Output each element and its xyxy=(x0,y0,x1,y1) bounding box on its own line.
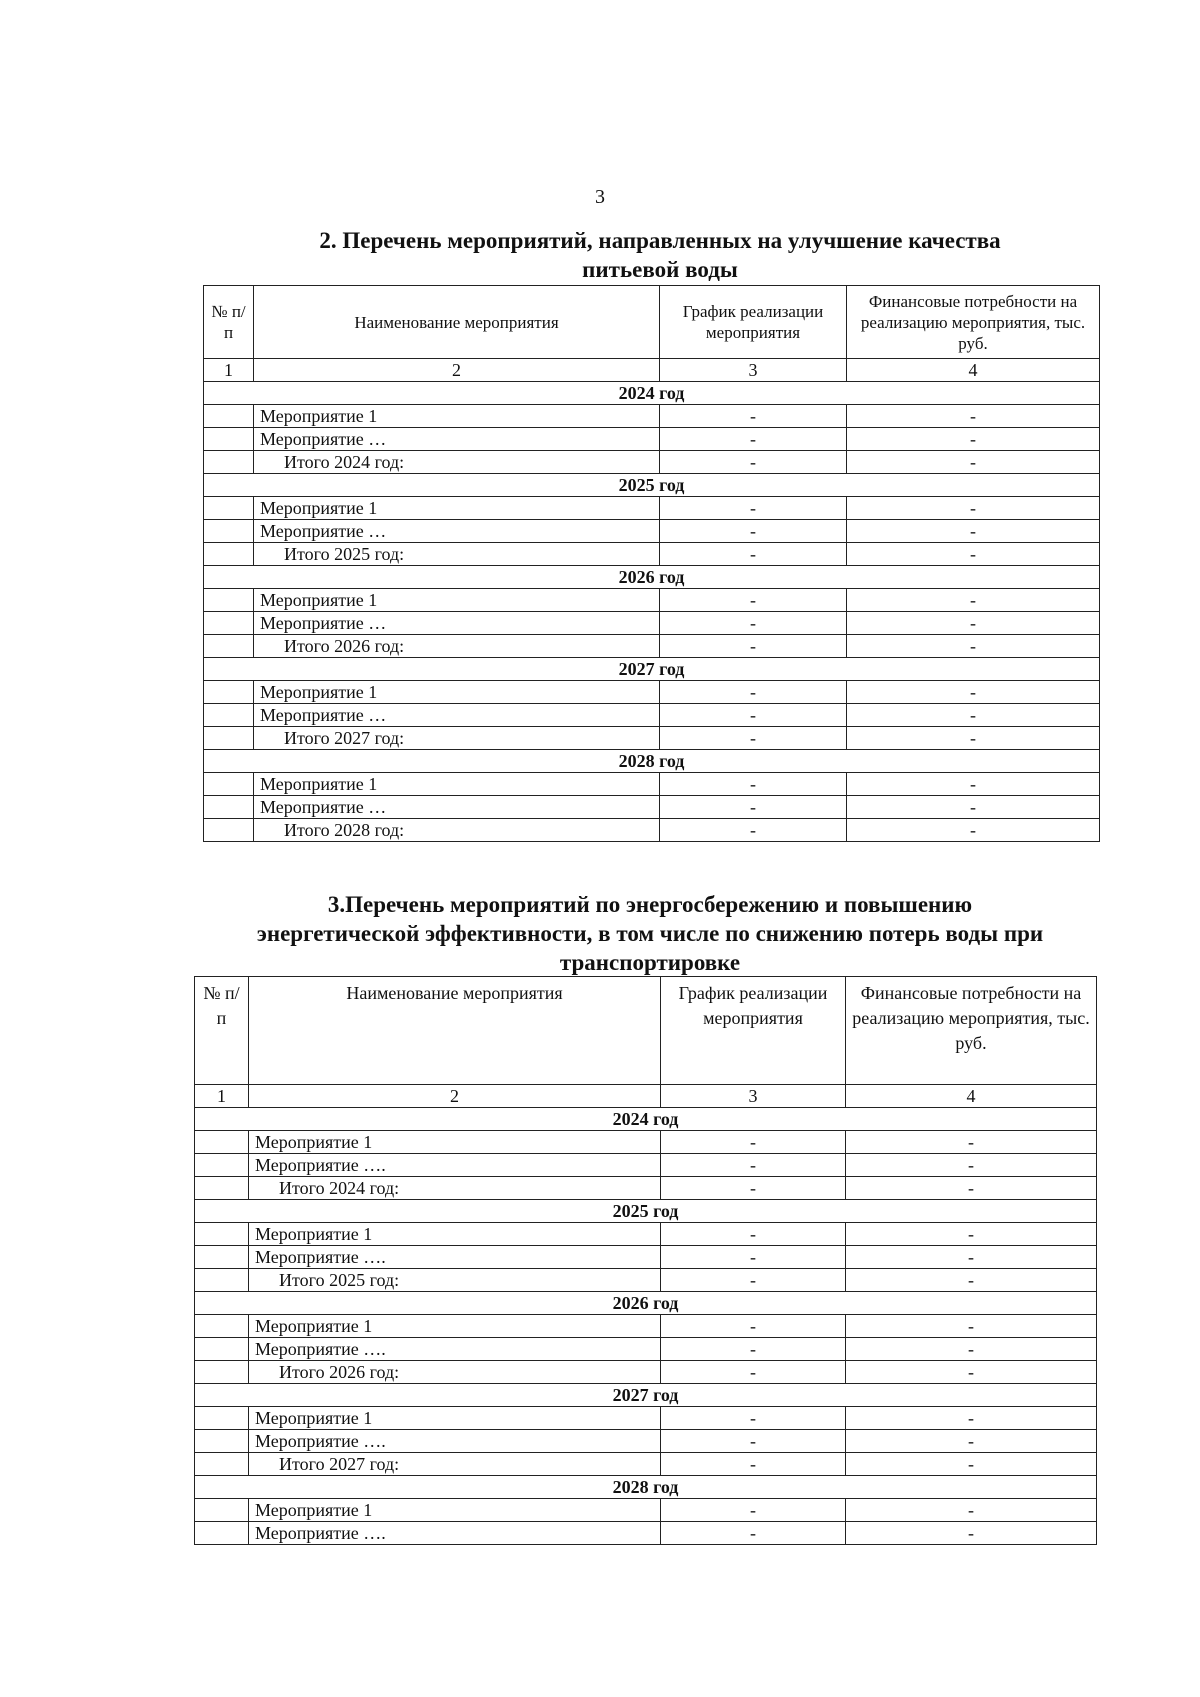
schedule-value: - xyxy=(660,681,847,704)
finance-value: - xyxy=(847,451,1100,474)
row-number xyxy=(204,589,254,612)
year-label: 2028 год xyxy=(204,750,1100,773)
activity-name: Мероприятие …. xyxy=(249,1154,661,1177)
row-number xyxy=(204,428,254,451)
finance-value: - xyxy=(847,612,1100,635)
row-number xyxy=(195,1407,249,1430)
finance-value: - xyxy=(846,1223,1097,1246)
year-row xyxy=(204,566,1100,589)
header-num: № п/п xyxy=(195,977,249,1085)
section-3-title xyxy=(190,890,1110,977)
year-row xyxy=(204,474,1100,497)
schedule-value: - xyxy=(660,405,847,428)
year-label: 2024 год xyxy=(195,1108,1097,1131)
schedule-value: - xyxy=(660,727,847,750)
total-label: Итого 2024 год: xyxy=(249,1177,661,1200)
finance-value: - xyxy=(847,543,1100,566)
activity-name: Мероприятие 1 xyxy=(254,589,660,612)
schedule-value: - xyxy=(660,819,847,842)
activity-name: Мероприятие 1 xyxy=(254,681,660,704)
finance-value: - xyxy=(847,819,1100,842)
year-label: 2027 год xyxy=(204,658,1100,681)
schedule-value: - xyxy=(661,1338,846,1361)
row-number xyxy=(195,1131,249,1154)
column-number: 1 xyxy=(195,1085,249,1108)
schedule-value: - xyxy=(661,1361,846,1384)
year-label: 2026 год xyxy=(195,1292,1097,1315)
schedule-value: - xyxy=(661,1223,846,1246)
section-2-title xyxy=(200,226,1120,284)
total-label: Итого 2026 год: xyxy=(249,1361,661,1384)
column-number: 3 xyxy=(660,359,847,382)
table-row xyxy=(204,704,1100,727)
table-row xyxy=(195,1522,1097,1545)
section-3-table xyxy=(194,976,1097,1545)
activity-name: Мероприятие …. xyxy=(249,1430,661,1453)
activity-name: Мероприятие … xyxy=(254,428,660,451)
total-label: Итого 2024 год: xyxy=(254,451,660,474)
header-name: Наименование мероприятия xyxy=(249,977,661,1085)
total-label: Итого 2026 год: xyxy=(254,635,660,658)
table-row xyxy=(195,1131,1097,1154)
year-label: 2025 год xyxy=(195,1200,1097,1223)
year-label: 2028 год xyxy=(195,1476,1097,1499)
table-row xyxy=(204,520,1100,543)
table-row xyxy=(204,681,1100,704)
activity-name: Мероприятие … xyxy=(254,796,660,819)
total-row xyxy=(204,819,1100,842)
row-number xyxy=(195,1177,249,1200)
column-number: 2 xyxy=(249,1085,661,1108)
schedule-value: - xyxy=(661,1453,846,1476)
schedule-value: - xyxy=(660,520,847,543)
activity-name: Мероприятие 1 xyxy=(249,1499,661,1522)
activity-name: Мероприятие …. xyxy=(249,1338,661,1361)
column-number: 2 xyxy=(254,359,660,382)
year-row xyxy=(204,658,1100,681)
section-3-table-body xyxy=(195,1108,1097,1545)
finance-value: - xyxy=(846,1315,1097,1338)
table-row xyxy=(195,1338,1097,1361)
year-label: 2024 год xyxy=(204,382,1100,405)
finance-value: - xyxy=(847,405,1100,428)
table-header-row xyxy=(195,977,1097,1085)
finance-value: - xyxy=(846,1407,1097,1430)
table-row xyxy=(195,1407,1097,1430)
column-number-row xyxy=(204,359,1100,382)
activity-name: Мероприятие 1 xyxy=(254,773,660,796)
total-label: Итого 2027 год: xyxy=(254,727,660,750)
table-row xyxy=(195,1315,1097,1338)
year-label: 2027 год xyxy=(195,1384,1097,1407)
row-number xyxy=(195,1154,249,1177)
finance-value: - xyxy=(847,635,1100,658)
finance-value: - xyxy=(846,1154,1097,1177)
schedule-value: - xyxy=(661,1246,846,1269)
schedule-value: - xyxy=(661,1315,846,1338)
section-3-title-line-2: энергетической эффективности, в том числе по снижению потерь воды при xyxy=(256,921,1044,946)
schedule-value: - xyxy=(660,796,847,819)
schedule-value: - xyxy=(661,1154,846,1177)
row-number xyxy=(195,1315,249,1338)
schedule-value: - xyxy=(660,612,847,635)
row-number xyxy=(204,796,254,819)
finance-value: - xyxy=(847,428,1100,451)
column-number: 4 xyxy=(846,1085,1097,1108)
header-schedule: График реализации мероприятия xyxy=(661,977,846,1085)
schedule-value: - xyxy=(661,1131,846,1154)
row-number xyxy=(195,1246,249,1269)
activity-name: Мероприятие … xyxy=(254,704,660,727)
table-row xyxy=(204,773,1100,796)
table-row xyxy=(195,1246,1097,1269)
row-number xyxy=(195,1361,249,1384)
table-row xyxy=(204,796,1100,819)
column-number: 4 xyxy=(847,359,1100,382)
year-label: 2025 год xyxy=(204,474,1100,497)
finance-value: - xyxy=(846,1246,1097,1269)
finance-value: - xyxy=(847,520,1100,543)
table-row xyxy=(204,612,1100,635)
schedule-value: - xyxy=(660,497,847,520)
row-number xyxy=(195,1522,249,1545)
finance-value: - xyxy=(846,1453,1097,1476)
row-number xyxy=(204,727,254,750)
activity-name: Мероприятие …. xyxy=(249,1246,661,1269)
finance-value: - xyxy=(847,773,1100,796)
finance-value: - xyxy=(846,1499,1097,1522)
finance-value: - xyxy=(846,1177,1097,1200)
row-number xyxy=(195,1223,249,1246)
year-row xyxy=(195,1384,1097,1407)
schedule-value: - xyxy=(660,589,847,612)
finance-value: - xyxy=(846,1522,1097,1545)
schedule-value: - xyxy=(660,451,847,474)
total-label: Итого 2025 год: xyxy=(249,1269,661,1292)
finance-value: - xyxy=(846,1338,1097,1361)
table-header-row xyxy=(204,286,1100,359)
schedule-value: - xyxy=(661,1430,846,1453)
finance-value: - xyxy=(847,796,1100,819)
activity-name: Мероприятие … xyxy=(254,520,660,543)
table-row xyxy=(204,405,1100,428)
header-finance: Финансовые потребности на реализацию мероприятия, тыс. руб. xyxy=(847,286,1100,359)
page-number: 3 xyxy=(595,186,605,208)
total-row xyxy=(204,543,1100,566)
total-row xyxy=(195,1453,1097,1476)
year-row xyxy=(195,1108,1097,1131)
section-2-title-line-1: 2. Перечень мероприятий, направленных на улучшение качества xyxy=(319,228,1001,253)
total-row xyxy=(195,1361,1097,1384)
year-label: 2026 год xyxy=(204,566,1100,589)
row-number xyxy=(204,635,254,658)
total-row xyxy=(204,451,1100,474)
schedule-value: - xyxy=(661,1407,846,1430)
row-number xyxy=(204,451,254,474)
row-number xyxy=(204,819,254,842)
finance-value: - xyxy=(847,704,1100,727)
finance-value: - xyxy=(847,589,1100,612)
total-label: Итого 2027 год: xyxy=(249,1453,661,1476)
activity-name: Мероприятие …. xyxy=(249,1522,661,1545)
row-number xyxy=(204,704,254,727)
row-number xyxy=(204,497,254,520)
section-2-table xyxy=(203,285,1100,842)
row-number xyxy=(195,1430,249,1453)
schedule-value: - xyxy=(660,543,847,566)
row-number xyxy=(204,612,254,635)
header-num: № п/п xyxy=(204,286,254,359)
year-row xyxy=(204,750,1100,773)
section-3-title-line-3: транспортировке xyxy=(559,950,741,975)
table-row xyxy=(204,497,1100,520)
finance-value: - xyxy=(846,1361,1097,1384)
row-number xyxy=(204,520,254,543)
row-number xyxy=(204,543,254,566)
total-row xyxy=(204,727,1100,750)
activity-name: Мероприятие 1 xyxy=(249,1223,661,1246)
year-row xyxy=(195,1200,1097,1223)
finance-value: - xyxy=(846,1430,1097,1453)
table-row xyxy=(195,1430,1097,1453)
activity-name: Мероприятие 1 xyxy=(254,405,660,428)
finance-value: - xyxy=(846,1269,1097,1292)
schedule-value: - xyxy=(660,773,847,796)
row-number xyxy=(195,1338,249,1361)
schedule-value: - xyxy=(660,428,847,451)
table-row xyxy=(204,589,1100,612)
total-row xyxy=(195,1269,1097,1292)
year-row xyxy=(204,382,1100,405)
section-2-table-body xyxy=(204,382,1100,842)
schedule-value: - xyxy=(661,1499,846,1522)
row-number xyxy=(204,681,254,704)
row-number xyxy=(195,1269,249,1292)
finance-value: - xyxy=(847,497,1100,520)
schedule-value: - xyxy=(661,1522,846,1545)
schedule-value: - xyxy=(660,704,847,727)
year-row xyxy=(195,1292,1097,1315)
finance-value: - xyxy=(847,681,1100,704)
table-row xyxy=(195,1154,1097,1177)
activity-name: Мероприятие 1 xyxy=(254,497,660,520)
row-number xyxy=(204,405,254,428)
table-row xyxy=(195,1499,1097,1522)
activity-name: Мероприятие 1 xyxy=(249,1407,661,1430)
column-number: 1 xyxy=(204,359,254,382)
row-number xyxy=(204,773,254,796)
column-number-row xyxy=(195,1085,1097,1108)
schedule-value: - xyxy=(661,1177,846,1200)
column-number: 3 xyxy=(661,1085,846,1108)
header-name: Наименование мероприятия xyxy=(254,286,660,359)
header-schedule: График реализации мероприятия xyxy=(660,286,847,359)
total-label: Итого 2025 год: xyxy=(254,543,660,566)
schedule-value: - xyxy=(660,635,847,658)
activity-name: Мероприятие 1 xyxy=(249,1315,661,1338)
row-number xyxy=(195,1499,249,1522)
finance-value: - xyxy=(846,1131,1097,1154)
total-label: Итого 2028 год: xyxy=(254,819,660,842)
finance-value: - xyxy=(847,727,1100,750)
activity-name: Мероприятие … xyxy=(254,612,660,635)
section-2-title-line-2: питьевой воды xyxy=(582,257,738,282)
total-row xyxy=(195,1177,1097,1200)
table-row xyxy=(195,1223,1097,1246)
section-3-title-line-1: 3.Перечень мероприятий по энергосбережению и повышению xyxy=(327,892,973,917)
year-row xyxy=(195,1476,1097,1499)
activity-name: Мероприятие 1 xyxy=(249,1131,661,1154)
table-row xyxy=(204,428,1100,451)
total-row xyxy=(204,635,1100,658)
row-number xyxy=(195,1453,249,1476)
schedule-value: - xyxy=(661,1269,846,1292)
header-finance: Финансовые потребности на реализацию мероприятия, тыс. руб. xyxy=(846,977,1097,1085)
